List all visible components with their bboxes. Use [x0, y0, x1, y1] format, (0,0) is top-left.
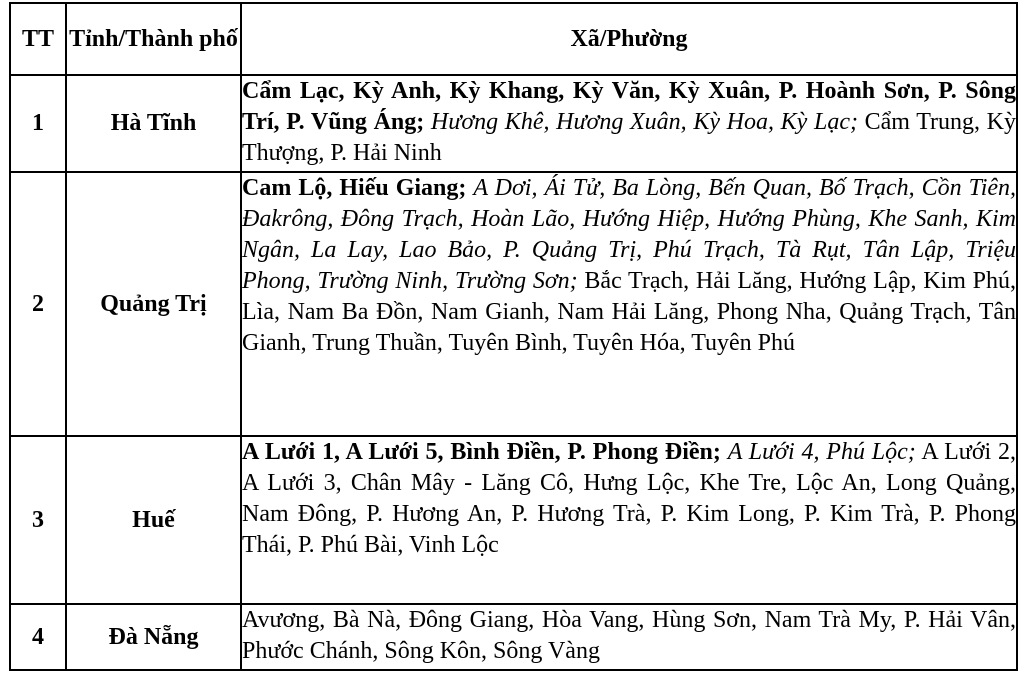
- wards-italic: A Dơi, Ái Tử, Ba Lòng, Bến Quan, Bố Trạch, Cồn Tiên, Đakrông, Đông Trạch, Hoàn Lão, Hướng Hiệp, Hướng Phùng, Khe Sanh, Kim Ngân, La Lay, Lao Bảo, P. Quảng Trị, Phú Trạch, Tà Rụt, Tân Lập, Triệu Phong, Trường Ninh, Trường Sơn;: [242, 175, 1017, 294]
- wards-cell: [241, 436, 1017, 604]
- table-row: [10, 75, 1017, 172]
- wards-normal: A Lưới 2, A Lưới 3, Chân Mây - Lăng Cô, Hưng Lộc, Khe Tre, Lộc An, Long Quảng, Nam Đông, P. Hương An, P. Hương Trà, P. Kim Long, P. Kim Trà, P. Phong Thái, P. Phú Bài, Vinh Lộc: [242, 439, 1016, 558]
- wards-italic: A Lưới 4, Phú Lộc;: [727, 439, 916, 465]
- header-province: Tỉnh/Thành phố: [66, 3, 241, 75]
- wards-cell: [241, 604, 1017, 670]
- header-tt: TT: [10, 3, 66, 75]
- wards-normal: Bắc Trạch, Hải Lăng, Hướng Lập, Kim Phú, Lìa, Nam Ba Đồn, Nam Gianh, Nam Hải Lăng, Phong Nha, Quảng Trạch, Tân Gianh, Trung Thuần, Tuyên Bình, Tuyên Hóa, Tuyên Phú: [242, 268, 1016, 356]
- province-name: Hà Tĩnh: [66, 75, 241, 172]
- row-number: 3: [10, 436, 66, 604]
- row-number: 1: [10, 75, 66, 172]
- wards-bold: A Lưới 1, A Lưới 5, Bình Điền, P. Phong Điền;: [242, 439, 721, 465]
- wards-normal: Avương, Bà Nà, Đông Giang, Hòa Vang, Hùng Sơn, Nam Trà My, P. Hải Vân, Phước Chánh, Sông Kôn, Sông Vàng: [242, 607, 1016, 664]
- table-row: [10, 604, 1017, 670]
- wards-cell: [241, 172, 1017, 436]
- wards-table: [9, 2, 1018, 671]
- header-row: [10, 3, 1017, 75]
- table-row: [10, 172, 1017, 436]
- wards-cell: [241, 75, 1017, 172]
- wards-bold: Cam Lộ, Hiếu Giang;: [242, 175, 467, 201]
- province-name: Đà Nẵng: [66, 604, 241, 670]
- row-number: 2: [10, 172, 66, 436]
- wards-italic: Hương Khê, Hương Xuân, Kỳ Hoa, Kỳ Lạc;: [430, 109, 858, 135]
- header-wards: Xã/Phường: [241, 3, 1017, 75]
- province-name: Quảng Trị: [66, 172, 241, 436]
- row-number: 4: [10, 604, 66, 670]
- province-name: Huế: [66, 436, 241, 604]
- wards-normal: Cẩm Trung, Kỳ Thượng, P. Hải Ninh: [242, 109, 1016, 166]
- wards-bold: Cẩm Lạc, Kỳ Anh, Kỳ Khang, Kỳ Văn, Kỳ Xuân, P. Hoành Sơn, P. Sông Trí, P. Vũng Áng;: [242, 78, 1016, 135]
- table-row: [10, 436, 1017, 604]
